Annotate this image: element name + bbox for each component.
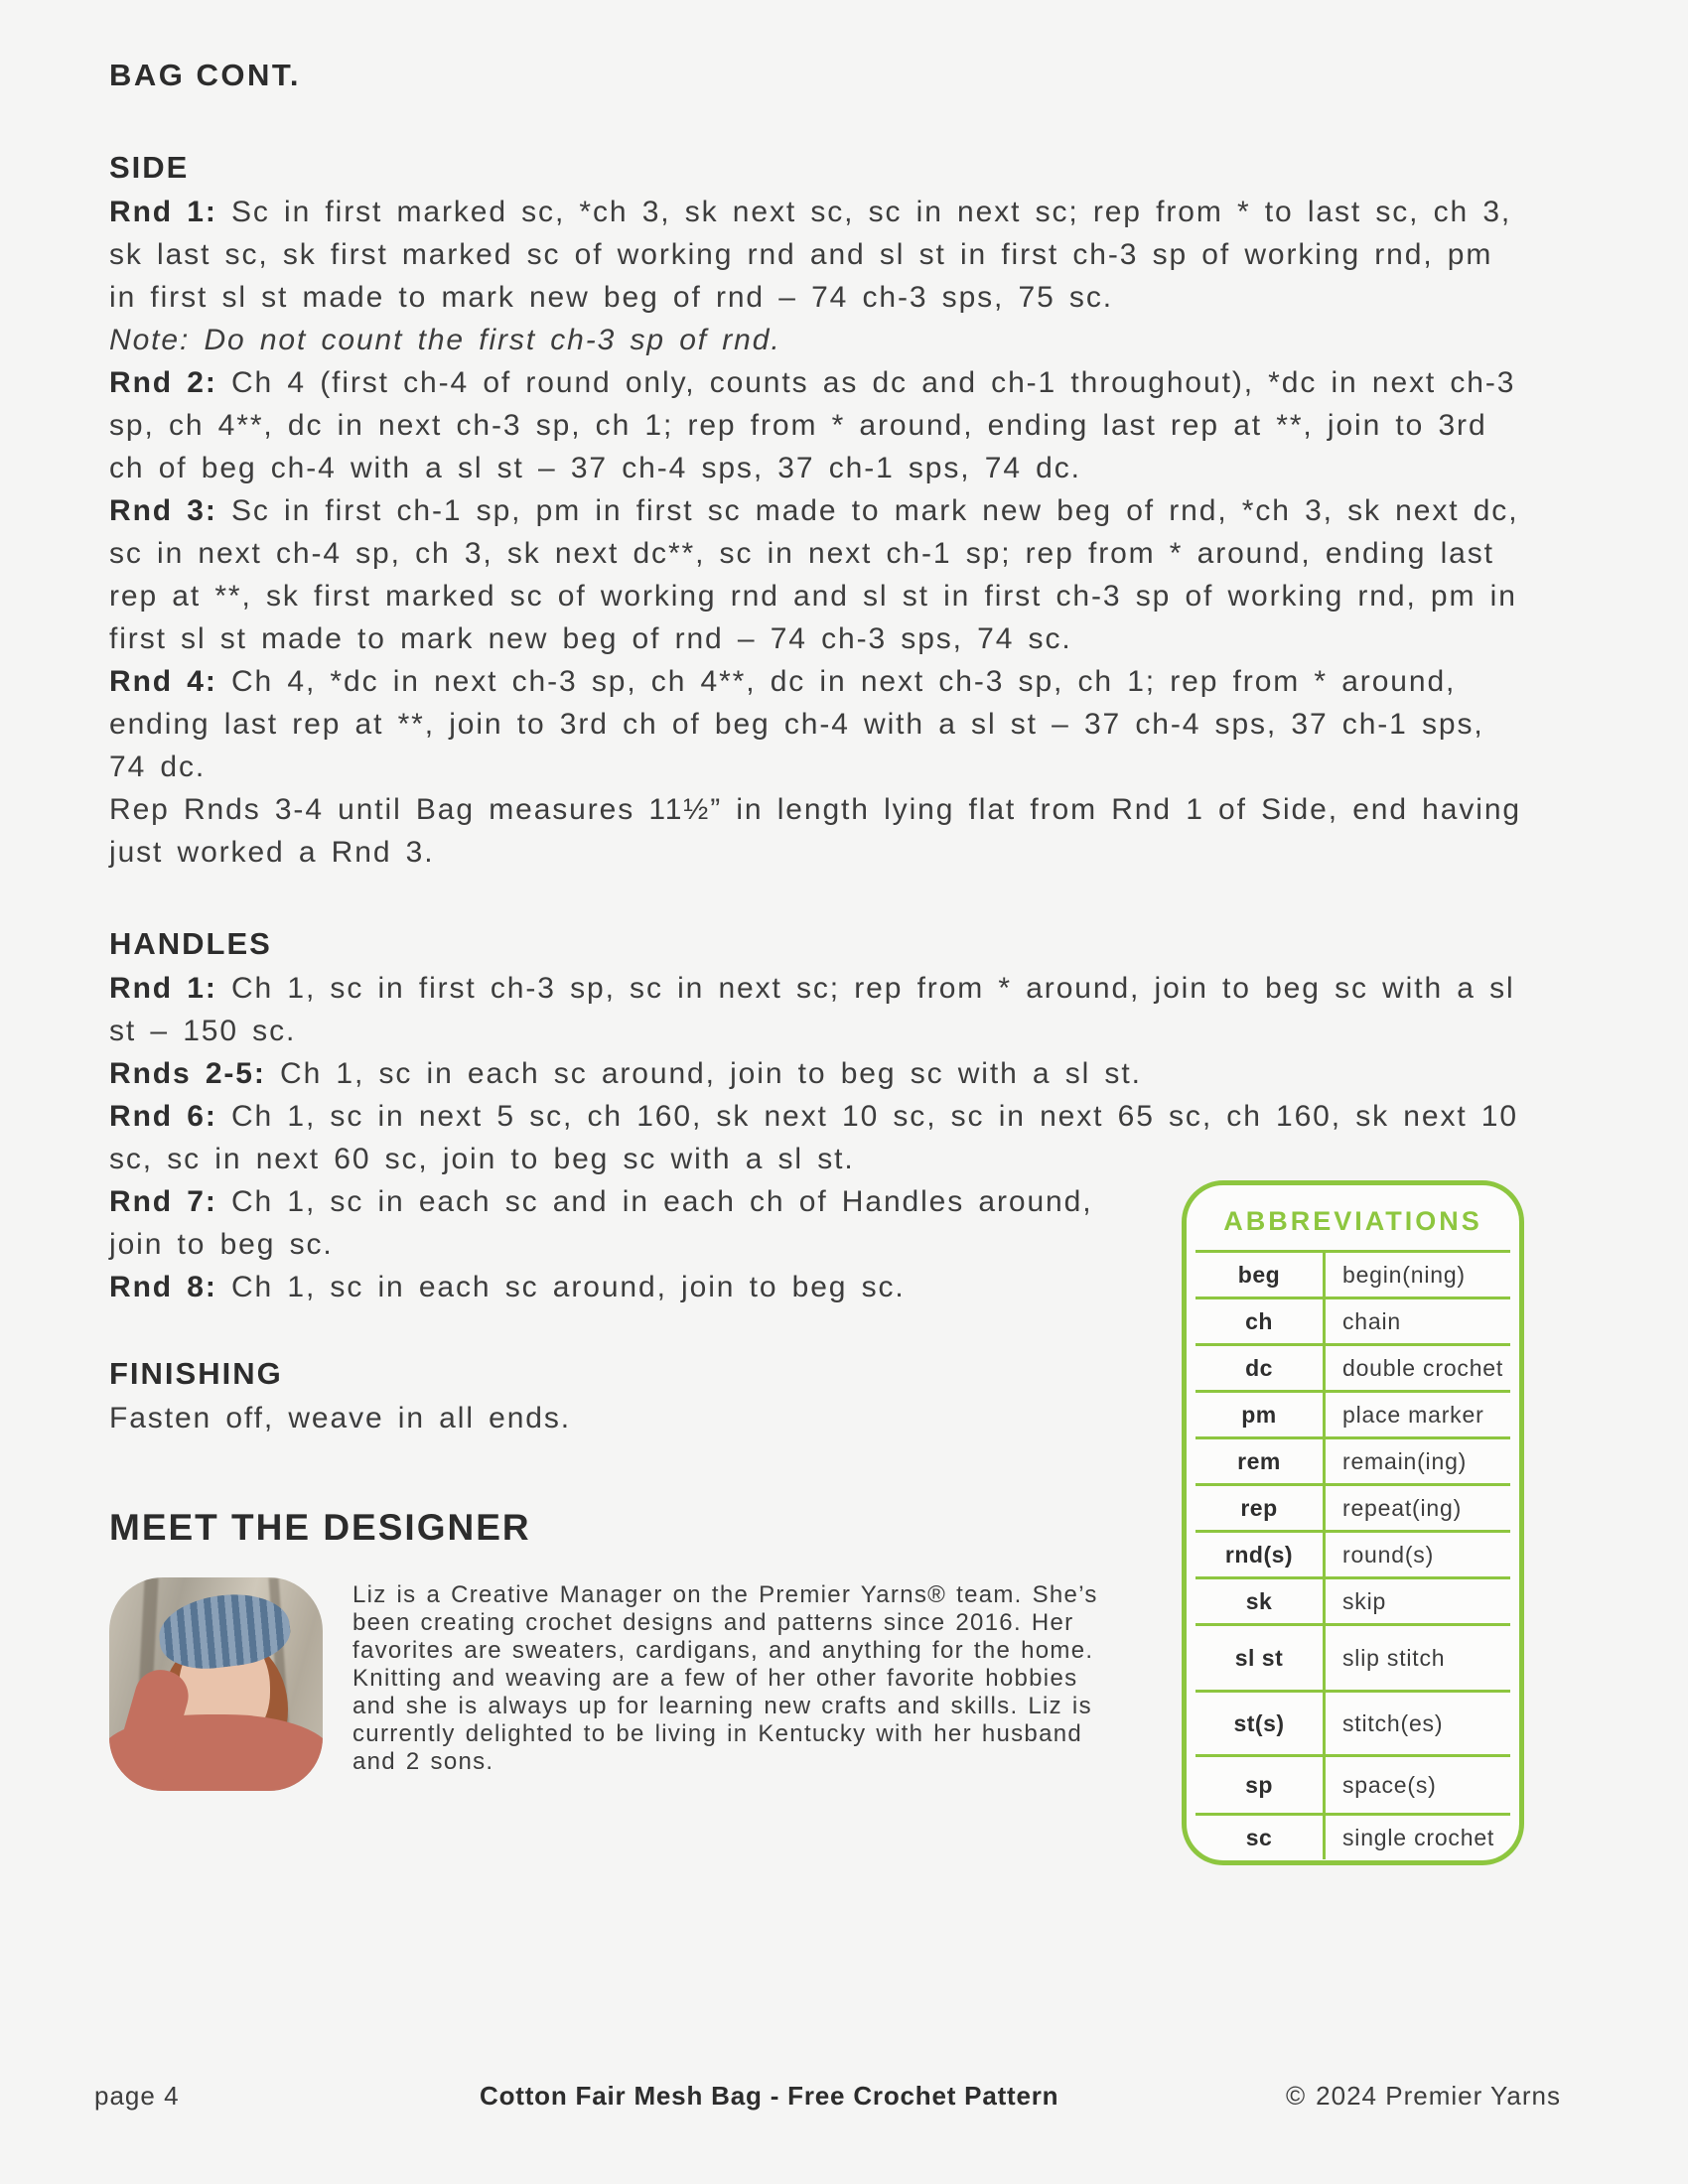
round-label: Rnd 8: (109, 1271, 217, 1303)
side-repeat-note (109, 788, 1524, 874)
round-text: Ch 1, sc in each sc and in each ch of Handles around, join to beg sc. (109, 1185, 1093, 1261)
abbreviation-meaning: chain (1342, 1307, 1401, 1334)
side-round-2 (109, 361, 1524, 489)
abbreviation-term: sp (1196, 1757, 1326, 1813)
abbreviation-meaning: begin(ning) (1342, 1261, 1466, 1288)
round-text: Ch 1, sc in first ch-3 sp, sc in next sc; rep from * around, join to beg sc with a sl st – 150 sc. (109, 972, 1515, 1047)
round-label: Rnds 2-5: (109, 1057, 266, 1090)
designer-heading: MEET THE DESIGNER (109, 1507, 531, 1548)
abbreviation-meaning: double crochet (1342, 1354, 1504, 1381)
round-label: Rnd 4: (109, 665, 217, 698)
round-text: Rep Rnds 3-4 until Bag measures 11½” in length lying flat from Rnd 1 of Side, end having just worked a Rnd 3. (109, 793, 1521, 869)
abbreviation-row (1196, 1250, 1510, 1297)
abbreviation-row (1196, 1297, 1510, 1343)
abbreviation-row (1196, 1483, 1510, 1530)
round-text: Note: Do not count the first ch-3 sp of rnd. (109, 324, 781, 356)
round-text: Sc in first ch-1 sp, pm in first sc made to mark new beg of rnd, *ch 3, sk next dc, sc in next ch-4 sp, ch 3, sk next dc**, sc in next ch-1 sp; rep from * around, ending last rep at **, sk first marked sc of working rnd and sl st in first ch-3 sp of working rnd, pm in first sl st made to mark new beg of rnd – 74 ch-3 sps, 74 sc. (109, 494, 1519, 655)
abbreviation-meaning: remain(ing) (1342, 1447, 1468, 1474)
abbreviation-term: pm (1196, 1393, 1326, 1436)
abbreviations-box (1182, 1180, 1524, 1865)
abbreviation-row (1196, 1813, 1510, 1859)
abbreviation-row (1196, 1530, 1510, 1576)
round-text: Sc in first marked sc, *ch 3, sk next sc, sc in next sc; rep from * to last sc, ch 3, sk last sc, sk first marked sc of working rnd and sl st in first ch-3 sp of working rnd, pm in first sl st made to mark new beg of rnd – 74 ch-3 sps, 75 sc. (109, 196, 1512, 314)
page-title: BAG CONT. (109, 58, 301, 92)
abbreviation-row (1196, 1390, 1510, 1436)
round-text: Ch 4 (first ch-4 of round only, counts as dc and ch-1 throughout), *dc in next ch-3 sp, ch 4**, dc in next ch-3 sp, ch 1; rep from * around, ending last rep at **, join to 3rd ch of beg ch-4 with a sl st – 37 ch-4 sps, 37 ch-1 sps, 74 dc. (109, 366, 1516, 484)
handles-round-1 (109, 967, 1524, 1052)
abbreviation-term: dc (1196, 1346, 1326, 1390)
abbreviation-meaning: slip stitch (1342, 1644, 1446, 1671)
page-number: page 4 (94, 2081, 180, 2111)
finishing-text: Fasten off, weave in all ends. (109, 1402, 572, 1434)
abbreviation-meaning: stitch(es) (1342, 1709, 1444, 1736)
copyright-icon: © (1286, 2081, 1307, 2111)
round-text: Ch 1, sc in each sc around, join to beg sc with a sl st. (280, 1057, 1142, 1090)
abbreviation-term: ch (1196, 1299, 1326, 1343)
designer-photo (109, 1577, 323, 1791)
abbreviation-term: beg (1196, 1253, 1326, 1297)
page-content (109, 0, 1524, 1869)
abbreviation-meaning: round(s) (1342, 1541, 1435, 1568)
finishing-heading: FINISHING (109, 1356, 283, 1391)
footer-copyright (1286, 2081, 1561, 2112)
round-label: Rnd 2: (109, 366, 217, 399)
round-text: Ch 1, sc in next 5 sc, ch 160, sk next 10 sc, sc in next 65 sc, ch 160, sk next 10 sc, sc in next 60 sc, join to beg sc with a sl st. (109, 1100, 1518, 1175)
copyright-text: 2024 Premier Yarns (1316, 2081, 1561, 2111)
abbreviation-term: rnd(s) (1196, 1533, 1326, 1576)
handles-round-6 (109, 1095, 1524, 1180)
abbreviations-table (1196, 1250, 1510, 1859)
side-note (109, 319, 1524, 361)
abbreviation-term: sl st (1196, 1626, 1326, 1690)
footer-document-title: Cotton Fair Mesh Bag - Free Crochet Pattern (480, 2081, 1059, 2111)
abbreviation-row (1196, 1623, 1510, 1690)
round-text: Ch 1, sc in each sc around, join to beg sc. (230, 1271, 906, 1303)
handles-rounds-2-5 (109, 1052, 1524, 1095)
round-label: Rnd 6: (109, 1100, 217, 1133)
abbreviation-term: sk (1196, 1579, 1326, 1623)
abbreviation-row (1196, 1576, 1510, 1623)
designer-bio: Liz is a Creative Manager on the Premier Yarns® team. She’s been creating crochet designs and patterns since 2016. Her favorites are sweaters, cardigans, and anything for the home. Knitting and weaving are a few of her other favorite hobbies and she is always up for learning new crafts and skills. Liz is currently delighted to be living in Kentucky with her husband and 2 sons. (352, 1581, 1098, 1775)
abbreviation-term: sc (1196, 1816, 1326, 1859)
page-footer (94, 2081, 1561, 2120)
side-heading: SIDE (109, 150, 190, 185)
round-label: Rnd 1: (109, 196, 217, 228)
handles-heading: HANDLES (109, 926, 272, 961)
side-round-1 (109, 191, 1524, 319)
abbreviation-meaning: place marker (1342, 1401, 1484, 1428)
abbreviation-row (1196, 1754, 1510, 1813)
abbreviation-meaning: skip (1342, 1587, 1387, 1614)
abbreviation-meaning: space(s) (1342, 1771, 1437, 1798)
round-label: Rnd 1: (109, 972, 217, 1005)
abbreviation-row (1196, 1436, 1510, 1483)
side-round-3 (109, 489, 1524, 660)
abbreviation-term: rem (1196, 1439, 1326, 1483)
abbreviation-row (1196, 1690, 1510, 1754)
abbreviation-row (1196, 1343, 1510, 1390)
abbreviation-term: st(s) (1196, 1693, 1326, 1754)
abbreviation-term: rep (1196, 1486, 1326, 1530)
abbreviation-meaning: repeat(ing) (1342, 1494, 1463, 1521)
round-text: Ch 4, *dc in next ch-3 sp, ch 4**, dc in next ch-3 sp, ch 1; rep from * around, ending last rep at **, join to 3rd ch of beg ch-4 with a sl st – 37 ch-4 sps, 37 ch-1 sps, 74 dc. (109, 665, 1484, 783)
side-round-4 (109, 660, 1524, 788)
round-label: Rnd 7: (109, 1185, 217, 1218)
abbreviation-meaning: single crochet (1342, 1824, 1495, 1850)
round-label: Rnd 3: (109, 494, 217, 527)
designer-section (109, 1577, 1144, 1791)
abbreviations-title: ABBREVIATIONS (1223, 1206, 1482, 1236)
